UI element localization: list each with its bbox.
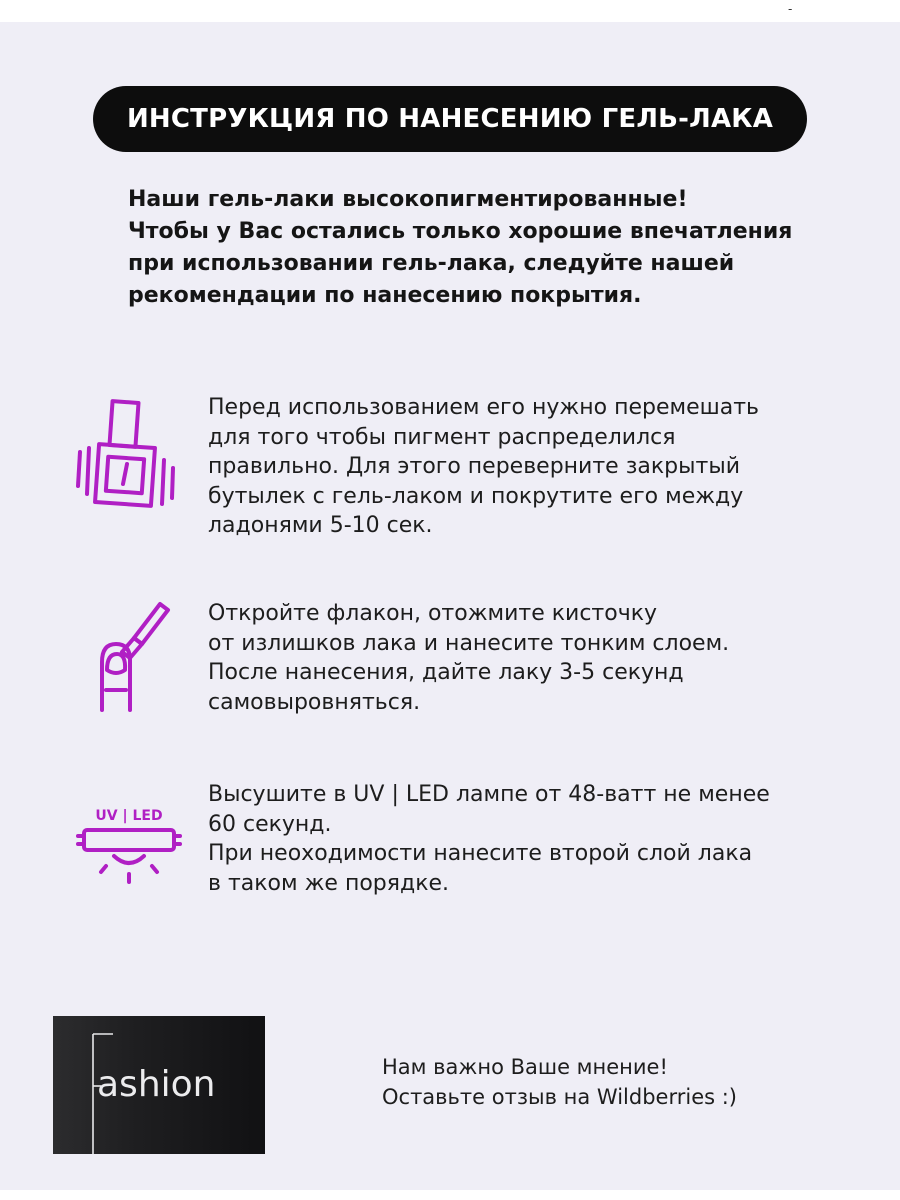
intro-line: при использовании гель-лака, следуйте нашей xyxy=(128,251,735,276)
step-line: 60 секунд. xyxy=(208,811,332,837)
shaking-bottle-icon xyxy=(72,398,182,510)
page-title: ИНСТРУКЦИЯ ПО НАНЕСЕНИЮ ГЕЛЬ-ЛАКА xyxy=(126,104,774,134)
step-line: в таком же порядке. xyxy=(208,870,450,896)
logo-text: ashion xyxy=(97,1064,216,1105)
step-cure xyxy=(208,780,848,898)
step-line: Откройте флакон, отожмите кисточку xyxy=(208,601,658,626)
title-banner xyxy=(93,86,807,152)
step-line: После нанесения, дайте лаку 3-5 секунд xyxy=(208,660,684,685)
feedback-line: Нам важно Ваше мнение! xyxy=(382,1055,668,1079)
step-line: Высушите в UV | LED лампе от 48-ватт не менее xyxy=(208,782,770,807)
step-line: правильно. Для этого переверните закрытый xyxy=(208,454,740,479)
brush-on-nail-icon xyxy=(90,600,174,718)
step-line: от излишков лака и нанесите тонким слоем. xyxy=(208,630,730,656)
step-line: самовыровняться. xyxy=(208,689,421,715)
step-line: для того чтобы пигмент распределился xyxy=(208,424,676,450)
intro-text xyxy=(128,184,848,312)
step-line: Перед использованием его нужно перемешать xyxy=(208,395,760,420)
step-line: бутылек с гель-лаком и покрутите его между xyxy=(208,483,744,509)
intro-line: Наши гель-лаки высокопигментированные! xyxy=(128,187,688,212)
intro-line: рекомендации по нанесению покрытия. xyxy=(128,283,642,308)
top-strip xyxy=(0,0,900,22)
corner-mark: - xyxy=(788,2,793,16)
brand-logo xyxy=(53,1016,265,1154)
uv-led-label: UV | LED xyxy=(95,808,163,824)
bottom-strip xyxy=(0,1190,900,1200)
intro-line: Чтобы у Вас остались только хорошие впечатления xyxy=(128,219,793,244)
step-apply xyxy=(208,599,848,717)
step-line: При неоходимости нанесите второй слой лака xyxy=(208,841,753,866)
step-line: ладонями 5-10 сек. xyxy=(208,513,433,538)
feedback-line: Оставьте отзыв на Wildberries :) xyxy=(382,1084,738,1109)
step-mix xyxy=(208,393,848,541)
uv-led-lamp-icon xyxy=(74,800,184,888)
feedback-text xyxy=(382,1053,862,1112)
